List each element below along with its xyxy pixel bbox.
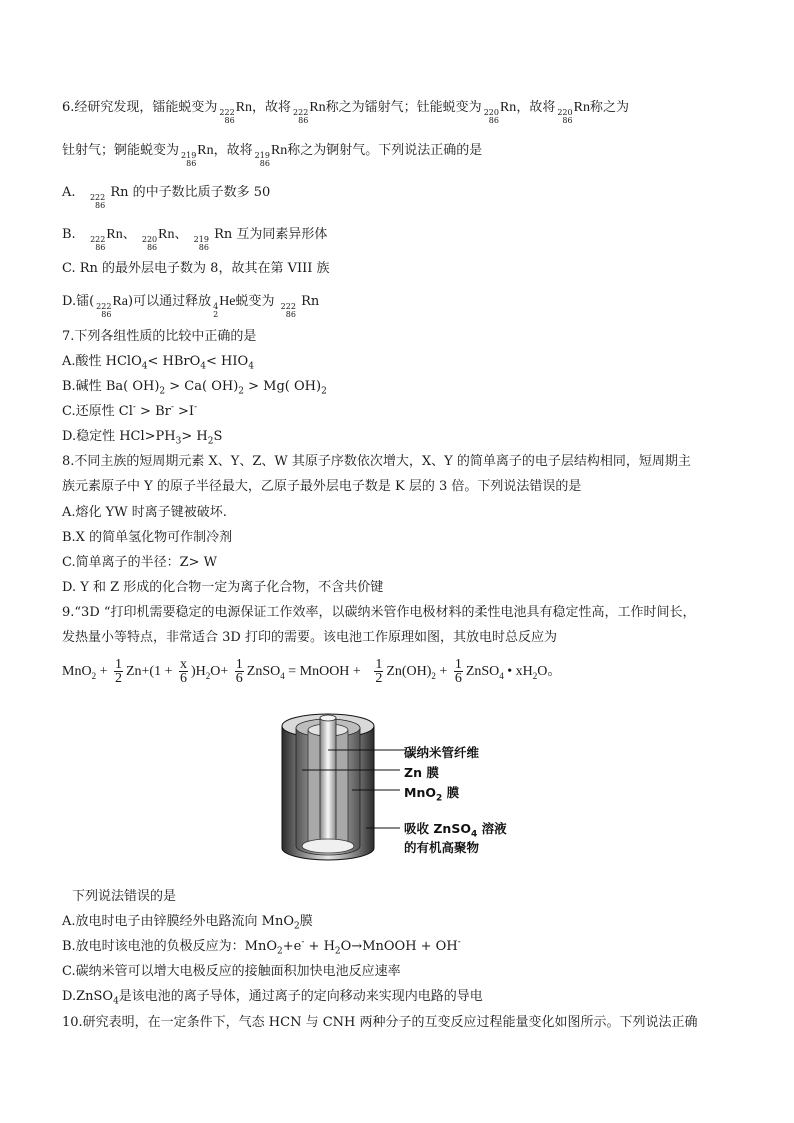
q6-option-c: C. Rn 的最外层电子数为 8，故其在第 VIII 族 [62,261,330,276]
q8-stem-line-1: 8.不同主族的短周期元素 X、Y、Z、W 其原子序数依次增大，X、Y 的简单离子的电子层结构相同，短周期主 [62,454,691,469]
q6-option-b: B. 222 86 Rn、 220 86 Rn、 219 86 Rn 互为同素异形体 [62,227,328,252]
q9-option-a: A.放电时电子由锌膜经外电路流向 MnO$_2$膜 [62,914,313,932]
q8-option-d: D. Y 和 Z 形成的化合物一定为离子化合物，不含共价键 [62,580,384,595]
fraction: $\frac{1}{6}$ [454,657,462,687]
q9-option-c: C.碳纳米管可以增大电极反应的接触面积加快电池反应速率 [62,964,401,979]
q8-stem-line-2: 族元素原子中 Y 的原子半径最大，乙原子最外层电子数是 K 层的 3 倍。下列说法错误的是 [62,479,582,494]
q9-reaction-equation: MnO$_2$ + $\frac{1}{2}$ Zn+(1 + $\frac{x}{6}$ )$H_2O+$ $\frac{1}{6}$ ZnSO$_4$ = MnOOH + $\frac{1}{2}$ $Zn(OH)_2$ + $\frac{1}{6}$ ZnSO$_4$ • $xH_2O$。 [62,657,562,687]
q10-stem: 10.研究表明，在一定条件下，气态 HCN 与 CNH 两种分子的互变反应过程能量变化如图所示。下列说法正确 [62,1015,698,1030]
fraction: $\frac{1}{2}$ [375,657,383,687]
q7-option-a: A.酸性 HClO$_4$< HBrO$_4$< $HIO_4$ [62,354,254,372]
nuclide-he4: 4 2 [213,302,219,319]
q8-option-b: B.X 的简单氢化物可作制冷剂 [62,530,233,545]
label-zn-film: Zn 膜 [404,765,439,780]
q9-stem-line-2: 发热量小等特点，非常适合 3D 打印的需要。该电池工作原理如图，其放电时总反应为 [62,630,557,645]
q9-option-b: B.放电时该电池的负极反应为：$MnO_2+e^- + H_2O\to MnOOH + OH^-$ [62,937,461,957]
nuclide-rn219: 219 86 [181,151,197,168]
nuclide-ra222: 222 86 [96,302,112,319]
q7-option-b: B.碱性 Ba( $OH)_2 > Ca$( $OH)_2 > Mg$( $OH)_2$ [62,379,327,397]
q7-option-d: D.稳定性 $HCl>PH_3> H_2S$ [62,429,223,447]
nuclide-rn222: 222 86 [219,108,235,125]
fraction: $\frac{1}{2}$ [114,657,122,687]
q8-option-a: A.熔化 YW 时离子键被破坏. [62,505,227,520]
label-mno2-film: MnO$_2$ 膜 [404,785,460,804]
q6-option-a: A. 222 86 Rn 的中子数比质子数多 50 [62,185,271,210]
fraction: $\frac{x}{6}$ [179,657,187,687]
q6-option-d: D.镭( 222 86 Ra)可以通过释放 4 2 He蜕变为 222 86 Rn [62,294,320,319]
label-polymer-line-2: 的有机高聚物 [404,840,480,855]
fraction: $\frac{1}{6}$ [235,657,243,687]
q7-option-c: C.还原性 Cl- > Br- >I- [62,402,198,419]
q8-option-c: C.简单离子的半径：Z> W [62,555,218,570]
label-polymer-line-1: 吸收 ZnSO$_4$ 溶液 [404,821,507,840]
nuclide-rn220: 220 86 [483,108,499,125]
battery-illustration [276,708,516,870]
battery-diagram [276,708,516,870]
label-carbon-nanotube-fiber: 碳纳米管纤维 [404,745,480,760]
q7-stem: 7.下列各组性质的比较中正确的是 [62,329,257,344]
q6-stem-line-2: 钍射气；锕能蜕变为 219 86 Rn，故将 219 86 Rn称之为锕射气。下列说法正确的是 [62,143,483,168]
q9-stem-line-1: 9.“3D “打印机需要稳定的电源保证工作效率，以碳纳米管作电极材料的柔性电池具有稳定性高，工作时间长， [62,605,696,620]
q6-stem-line-1: 6.经研究发现，镭能蜕变为 222 86 Rn，故将 222 86 Rn称之为镭射气；钍能蜕变为 220 86 Rn，故将 220 86 Rn称之为 [62,100,629,125]
q9-option-d: D.ZnSO$_4$是该电池的离子导体，通过离子的定向移动来实现内电路的导电 [62,989,483,1007]
q9-sub-stem: 下列说法错误的是 [72,889,177,904]
